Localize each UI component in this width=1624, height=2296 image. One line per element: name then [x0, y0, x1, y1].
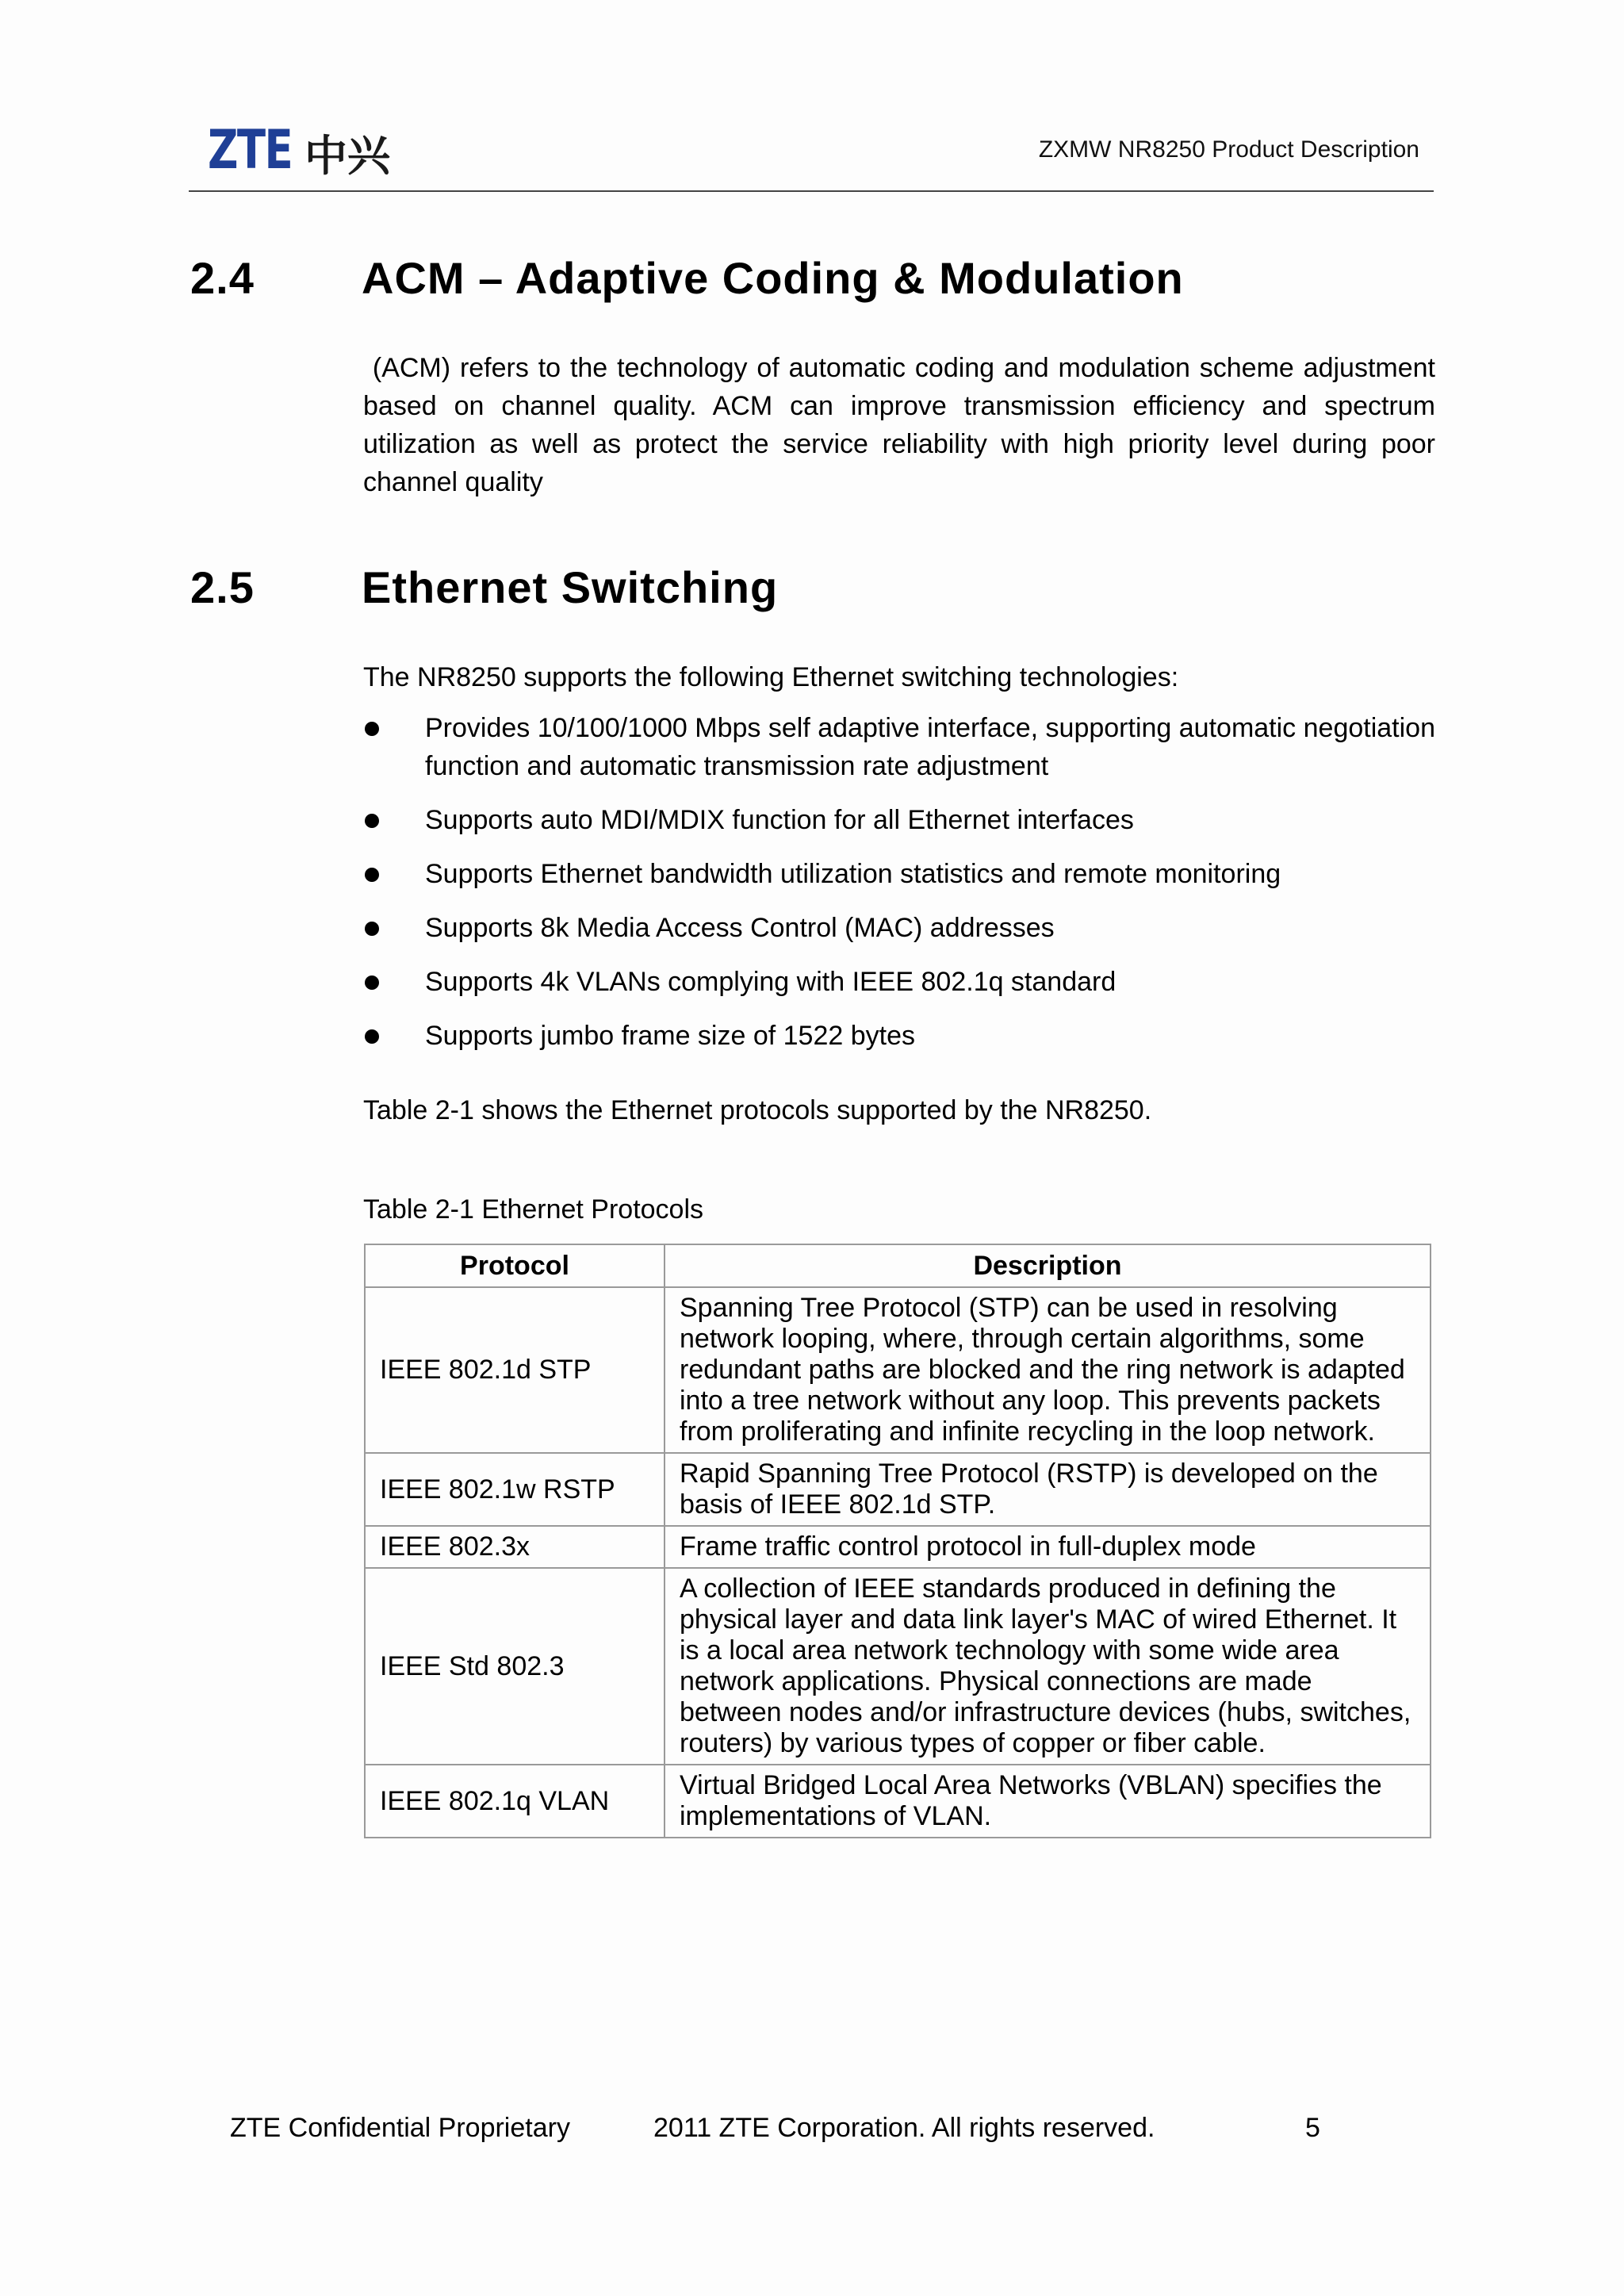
logo-latin-text: ZTE [208, 119, 293, 182]
bullet-dot-icon [365, 976, 379, 990]
table-row [365, 1568, 1431, 1765]
feature-bullet-list [363, 709, 1435, 1071]
list-item [363, 801, 1435, 839]
section-heading-2-4 [190, 252, 1184, 304]
header-divider [189, 190, 1434, 192]
protocol-cell: IEEE Std 802.3 [365, 1568, 665, 1765]
bullet-text: Supports 4k VLANs complying with IEEE 802.1q standard [425, 967, 1116, 997]
logo-cjk-text: 中兴 [304, 131, 390, 181]
footer-copyright: 2011 ZTE Corporation. All rights reserved. [653, 2113, 1155, 2143]
table-header-row [365, 1244, 1431, 1287]
table-reference-text: Table 2-1 shows the Ethernet protocols supported by the NR8250. [363, 1095, 1152, 1125]
bullet-dot-icon [365, 1029, 379, 1044]
table-row [365, 1526, 1431, 1568]
protocol-cell: IEEE 802.1w RSTP [365, 1453, 665, 1526]
footer-page-number: 5 [1305, 2113, 1320, 2143]
table-row [365, 1453, 1431, 1526]
zte-logo [208, 119, 390, 182]
list-item [363, 963, 1435, 1001]
description-cell: Virtual Bridged Local Area Networks (VBLAN) specifies the implementations of VLAN. [665, 1765, 1431, 1838]
bullet-dot-icon [365, 922, 379, 936]
protocol-cell: IEEE 802.1q VLAN [365, 1765, 665, 1838]
table-row [365, 1287, 1431, 1453]
list-item [363, 909, 1435, 947]
column-header-description: Description [665, 1244, 1431, 1287]
protocol-cell: IEEE 802.3x [365, 1526, 665, 1568]
list-item [363, 709, 1435, 785]
description-cell: Rapid Spanning Tree Protocol (RSTP) is developed on the basis of IEEE 802.1d STP. [665, 1453, 1431, 1526]
bullet-dot-icon [365, 868, 379, 882]
bullet-text: Supports 8k Media Access Control (MAC) addresses [425, 913, 1055, 943]
table-caption: Table 2-1 Ethernet Protocols [363, 1194, 704, 1225]
bullet-dot-icon [365, 722, 379, 736]
section-number: 2.4 [190, 253, 255, 303]
section-title: Ethernet Switching [362, 562, 779, 612]
description-cell: A collection of IEEE standards produced in defining the physical layer and data link layer's MAC of wired Ethernet. It is a local area network technology with some wide area network applications. Physical connections are made between nodes and/or infrastructure devices (hubs, switches, routers) by various types of copper or fiber cable. [665, 1568, 1431, 1765]
acm-paragraph: (ACM) refers to the technology of automatic coding and modulation scheme adjustment based on channel quality. ACM can improve transmission efficiency and spectrum utilization as well as protect the service reliability with high priority level during poor channel quality [363, 353, 1443, 497]
section-title: ACM – Adaptive Coding & Modulation [362, 253, 1184, 303]
header-doc-title: ZXMW NR8250 Product Description [1038, 136, 1419, 163]
list-item [363, 1017, 1435, 1055]
bullet-text: Supports auto MDI/MDIX function for all Ethernet interfaces [425, 805, 1134, 835]
bullet-dot-icon [365, 814, 379, 828]
column-header-protocol: Protocol [365, 1244, 665, 1287]
description-cell: Frame traffic control protocol in full-duplex mode [665, 1526, 1431, 1568]
ethernet-intro: The NR8250 supports the following Ethernet switching technologies: [363, 662, 1179, 692]
bullet-text: Supports jumbo frame size of 1522 bytes [425, 1021, 915, 1051]
table-row [365, 1765, 1431, 1838]
description-cell: Spanning Tree Protocol (STP) can be used in resolving network looping, where, through certain algorithms, some redundant paths are blocked and the ring network is adapted into a tree network without any loop. This prevents packets from proliferating and infinite recycling in the loop network. [665, 1287, 1431, 1453]
ethernet-protocols-table [364, 1244, 1431, 1838]
section-number: 2.5 [190, 562, 255, 612]
footer-confidential: ZTE Confidential Proprietary [230, 2113, 570, 2143]
list-item [363, 855, 1435, 893]
protocol-cell: IEEE 802.1d STP [365, 1287, 665, 1453]
bullet-text: Provides 10/100/1000 Mbps self adaptive interface, supporting automatic negotiation function and automatic transmission rate adjustment [425, 713, 1435, 781]
section-heading-2-5 [190, 562, 778, 613]
bullet-text: Supports Ethernet bandwidth utilization statistics and remote monitoring [425, 859, 1281, 889]
